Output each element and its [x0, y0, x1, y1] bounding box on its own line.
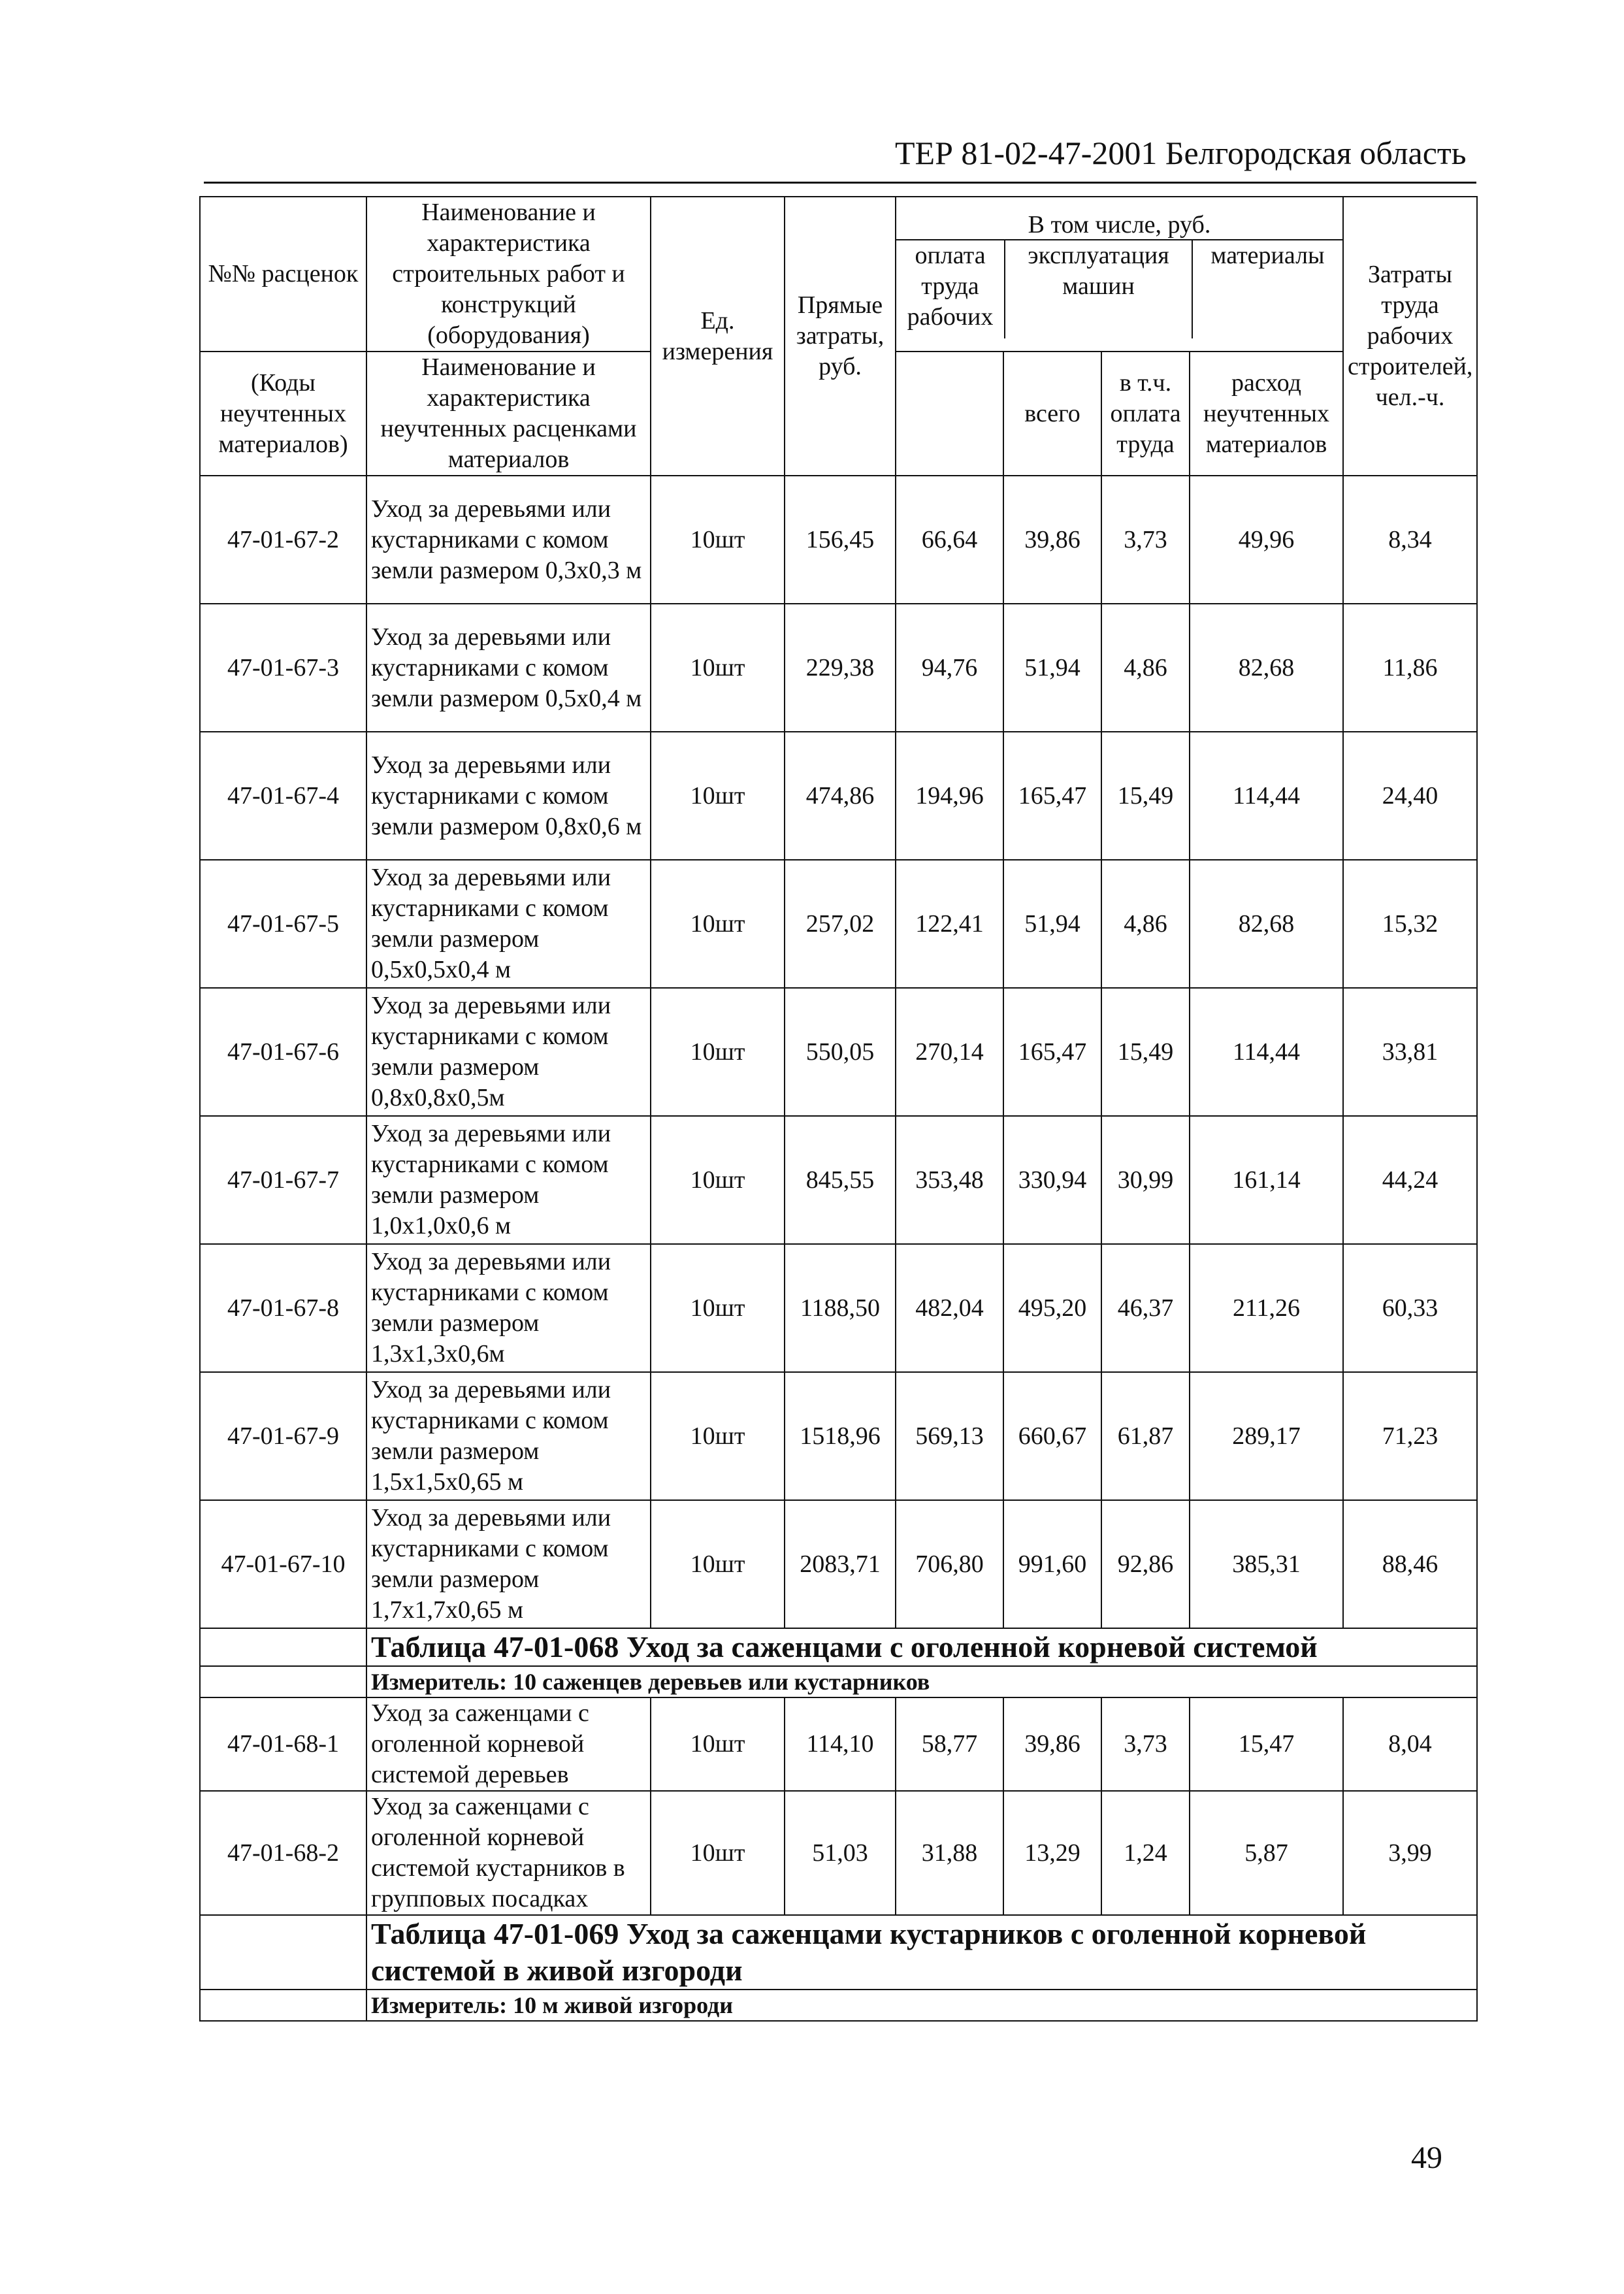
materials-cell: 82,68	[1190, 860, 1343, 988]
table-row	[200, 1244, 1477, 1372]
direct-cost-cell: 845,55	[785, 1116, 896, 1244]
unit-cell: 10шт	[651, 1500, 785, 1628]
materials-cell: 289,17	[1190, 1372, 1343, 1500]
col-header-materials: материалы	[1210, 241, 1325, 269]
work-name: Уход за саженцами с оголенной корневой системой кустарников в групповых посадках	[366, 1791, 651, 1915]
col-header-total: всего	[1003, 352, 1101, 476]
section-title-row	[200, 1628, 1477, 1666]
table-row	[200, 1116, 1477, 1244]
materials-cell: 114,44	[1190, 732, 1343, 860]
direct-cost-cell: 156,45	[785, 476, 896, 604]
section-empty-cell	[200, 1666, 366, 1697]
machines-wage-cell: 4,86	[1101, 604, 1190, 732]
wage-cell: 482,04	[896, 1244, 1003, 1372]
unit-cell: 10шт	[651, 732, 785, 860]
wage-cell: 66,64	[896, 476, 1003, 604]
section-title: Таблица 47-01-068 Уход за саженцами с оголенной корневой системой	[366, 1628, 1477, 1666]
machines-total-cell: 660,67	[1003, 1372, 1101, 1500]
work-name: Уход за деревьями или кустарниками с комом земли размером 0,8х0,6 м	[366, 732, 651, 860]
materials-cell: 385,31	[1190, 1500, 1343, 1628]
table-row	[200, 1372, 1477, 1500]
wage-cell: 122,41	[896, 860, 1003, 988]
machines-total-cell: 51,94	[1003, 604, 1101, 732]
section-measure-unit: Измеритель: 10 саженцев деревьев или кустарников	[366, 1666, 1477, 1697]
rate-code: 47-01-67-7	[200, 1116, 366, 1244]
unit-cell: 10шт	[651, 1244, 785, 1372]
rate-code: 47-01-67-8	[200, 1244, 366, 1372]
table-row	[200, 1697, 1477, 1791]
document-header-title: ТЕР 81-02-47-2001 Белгородская область	[895, 135, 1467, 171]
section-unit-row	[200, 1990, 1477, 2021]
col-header-name-materials: Наименование и характеристика неучтенных расценками материалов	[366, 352, 651, 476]
work-name: Уход за деревьями или кустарниками с комом земли размером 1,0х1,0х0,6 м	[366, 1116, 651, 1244]
materials-cell: 161,14	[1190, 1116, 1343, 1244]
unit-cell: 10шт	[651, 1372, 785, 1500]
unit-cell: 10шт	[651, 988, 785, 1116]
table-row	[200, 1791, 1477, 1915]
wage-cell: 31,88	[896, 1791, 1003, 1915]
table-row	[200, 732, 1477, 860]
rate-code: 47-01-67-4	[200, 732, 366, 860]
wage-cell: 353,48	[896, 1116, 1003, 1244]
labor-cell: 88,46	[1343, 1500, 1477, 1628]
section-empty-cell	[200, 1915, 366, 1990]
machines-total-cell: 39,86	[1003, 1697, 1101, 1791]
work-name: Уход за деревьями или кустарниками с комом земли размером 0,5х0,5х0,4 м	[366, 860, 651, 988]
direct-cost-cell: 550,05	[785, 988, 896, 1116]
materials-cell: 114,44	[1190, 988, 1343, 1116]
machines-total-cell: 13,29	[1003, 1791, 1101, 1915]
col-header-including-group	[896, 197, 1343, 352]
rate-code: 47-01-67-5	[200, 860, 366, 988]
machines-wage-cell: 46,37	[1101, 1244, 1190, 1372]
labor-cell: 71,23	[1343, 1372, 1477, 1500]
work-name: Уход за деревьями или кустарниками с комом земли размером 1,7х1,7х0,65 м	[366, 1500, 651, 1628]
materials-cell: 211,26	[1190, 1244, 1343, 1372]
rate-code: 47-01-67-2	[200, 476, 366, 604]
machines-wage-cell: 4,86	[1101, 860, 1190, 988]
page-number: 49	[1411, 2140, 1442, 2175]
machines-wage-cell: 15,49	[1101, 988, 1190, 1116]
direct-cost-cell: 51,03	[785, 1791, 896, 1915]
col-header-labor: Затраты труда рабочих строителей, чел.-ч.	[1343, 197, 1477, 476]
machines-wage-cell: 1,24	[1101, 1791, 1190, 1915]
wage-cell: 270,14	[896, 988, 1003, 1116]
work-name: Уход за деревьями или кустарниками с комом земли размером 1,5х1,5х0,65 м	[366, 1372, 651, 1500]
machines-total-cell: 330,94	[1003, 1116, 1101, 1244]
direct-cost-cell: 114,10	[785, 1697, 896, 1791]
unit-cell: 10шт	[651, 1697, 785, 1791]
unit-cell: 10шт	[651, 476, 785, 604]
col-header-unit: Ед. измерения	[651, 197, 785, 476]
machines-wage-cell: 92,86	[1101, 1500, 1190, 1628]
labor-cell: 24,40	[1343, 732, 1477, 860]
table-row	[200, 860, 1477, 988]
rate-code: 47-01-68-2	[200, 1791, 366, 1915]
section-title: Таблица 47-01-069 Уход за саженцами кустарников с оголенной корневой системой в живой изгороди	[366, 1915, 1477, 1990]
unit-cell: 10шт	[651, 860, 785, 988]
labor-cell: 60,33	[1343, 1244, 1477, 1372]
machines-total-cell: 991,60	[1003, 1500, 1101, 1628]
col-header-codes: (Коды неучтенных материалов)	[200, 352, 366, 476]
machines-wage-cell: 3,73	[1101, 476, 1190, 604]
work-name: Уход за деревьями или кустарниками с комом земли размером 1,3х1,3х0,6м	[366, 1244, 651, 1372]
section-empty-cell	[200, 1628, 366, 1666]
section-title-row	[200, 1915, 1477, 1990]
work-name: Уход за деревьями или кустарниками с комом земли размером 0,5х0,4 м	[366, 604, 651, 732]
machines-total-cell: 165,47	[1003, 732, 1101, 860]
table-row	[200, 476, 1477, 604]
direct-cost-cell: 2083,71	[785, 1500, 896, 1628]
wage-cell: 94,76	[896, 604, 1003, 732]
labor-cell: 44,24	[1343, 1116, 1477, 1244]
table-row	[200, 1500, 1477, 1628]
col-header-direct: Прямые затраты, руб.	[785, 197, 896, 476]
machines-total-cell: 495,20	[1003, 1244, 1101, 1372]
col-header-num: №№ расценок	[200, 197, 366, 352]
direct-cost-cell: 1518,96	[785, 1372, 896, 1500]
labor-cell: 8,04	[1343, 1697, 1477, 1791]
work-name: Уход за деревьями или кустарниками с комом земли размером 0,3х0,3 м	[366, 476, 651, 604]
table-header-row-1	[200, 197, 1477, 352]
rate-code: 47-01-67-3	[200, 604, 366, 732]
rate-code: 47-01-67-6	[200, 988, 366, 1116]
materials-cell: 5,87	[1190, 1791, 1343, 1915]
section-empty-cell	[200, 1990, 366, 2021]
machines-wage-cell: 30,99	[1101, 1116, 1190, 1244]
machines-wage-cell: 3,73	[1101, 1697, 1190, 1791]
machines-wage-cell: 15,49	[1101, 732, 1190, 860]
direct-cost-cell: 474,86	[785, 732, 896, 860]
col-header-machines: эксплуатация машин	[1005, 240, 1193, 338]
rates-table	[199, 196, 1478, 2022]
work-name: Уход за деревьями или кустарниками с комом земли размером 0,8х0,8х0,5м	[366, 988, 651, 1116]
unit-cell: 10шт	[651, 604, 785, 732]
direct-cost-cell: 229,38	[785, 604, 896, 732]
section-unit-row	[200, 1666, 1477, 1697]
col-header-unaccounted: расход неучтенных материалов	[1190, 352, 1343, 476]
wage-cell: 58,77	[896, 1697, 1003, 1791]
labor-cell: 3,99	[1343, 1791, 1477, 1915]
unit-cell: 10шт	[651, 1791, 785, 1915]
header-rule	[204, 182, 1476, 184]
labor-cell: 33,81	[1343, 988, 1477, 1116]
labor-cell: 11,86	[1343, 604, 1477, 732]
materials-cell: 82,68	[1190, 604, 1343, 732]
materials-cell: 15,47	[1190, 1697, 1343, 1791]
rate-code: 47-01-67-9	[200, 1372, 366, 1500]
machines-total-cell: 165,47	[1003, 988, 1101, 1116]
table-row	[200, 988, 1477, 1116]
materials-cell: 49,96	[1190, 476, 1343, 604]
machines-total-cell: 51,94	[1003, 860, 1101, 988]
rate-code: 47-01-67-10	[200, 1500, 366, 1628]
col-header-including: В том числе, руб.	[896, 210, 1342, 240]
wage-cell: 194,96	[896, 732, 1003, 860]
labor-cell: 8,34	[1343, 476, 1477, 604]
col-header-wage: оплата труда рабочих	[896, 240, 1005, 338]
col-header-wage-cont	[896, 352, 1003, 476]
wage-cell: 569,13	[896, 1372, 1003, 1500]
direct-cost-cell: 1188,50	[785, 1244, 896, 1372]
col-header-incl-wage: в т.ч. оплата труда	[1101, 352, 1190, 476]
direct-cost-cell: 257,02	[785, 860, 896, 988]
rate-code: 47-01-68-1	[200, 1697, 366, 1791]
labor-cell: 15,32	[1343, 860, 1477, 988]
section-measure-unit: Измеритель: 10 м живой изгороди	[366, 1990, 1477, 2021]
wage-cell: 706,80	[896, 1500, 1003, 1628]
unit-cell: 10шт	[651, 1116, 785, 1244]
machines-wage-cell: 61,87	[1101, 1372, 1190, 1500]
machines-total-cell: 39,86	[1003, 476, 1101, 604]
col-header-name: Наименование и характеристика строительных работ и конструкций (оборудования)	[366, 197, 651, 352]
table-row	[200, 604, 1477, 732]
work-name: Уход за саженцами с оголенной корневой системой деревьев	[366, 1697, 651, 1791]
